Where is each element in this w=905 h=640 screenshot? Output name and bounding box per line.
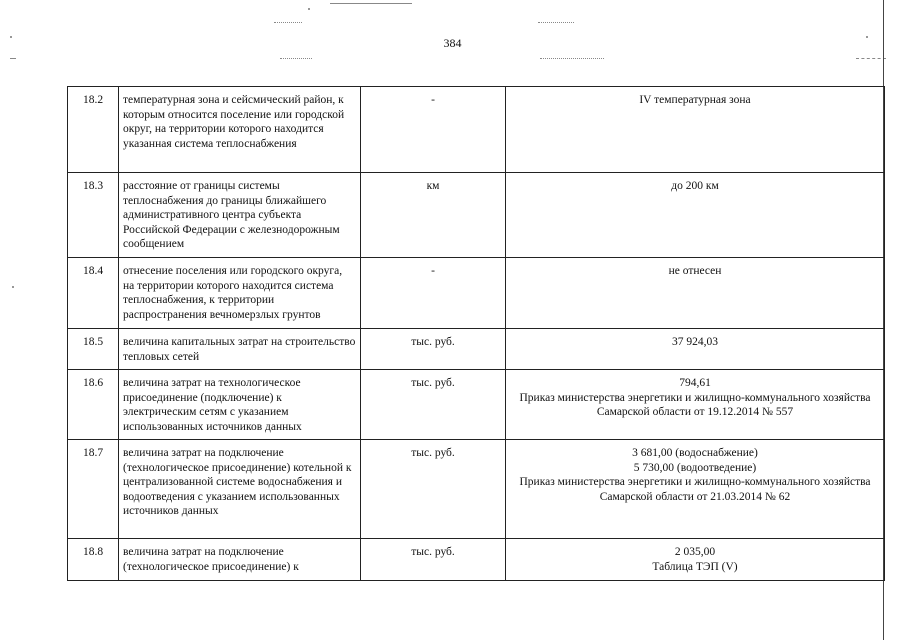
- value-line: 2 035,00: [674, 546, 716, 558]
- item-value: [506, 329, 885, 370]
- item-number: 18.7: [68, 440, 119, 539]
- value-line: 794,61: [679, 377, 711, 389]
- table-row: [68, 258, 885, 329]
- item-value: [506, 539, 885, 581]
- value-line: 37 924,03: [672, 336, 718, 348]
- table-row: [68, 440, 885, 539]
- item-description: величина затрат на подключение (технологическое присоединение) котельной к централизованной системе водоснабжения и водоотведения с указанием использованных источников данных: [119, 440, 361, 539]
- table-row: [68, 87, 885, 173]
- scan-dot: [10, 36, 12, 38]
- scan-line-top: [330, 3, 412, 4]
- scan-mark-left-lower: [280, 58, 312, 59]
- item-value: [506, 173, 885, 258]
- item-description: величина затрат на технологическое присоединение (подключение) к электрическим сетям с указанием использованных источников данных: [119, 370, 361, 440]
- item-number: 18.2: [68, 87, 119, 173]
- value-source: Таблица ТЭП (V): [652, 560, 738, 573]
- scan-mark-far-left: [10, 58, 16, 59]
- item-unit: тыс. руб.: [361, 539, 506, 581]
- table-row: [68, 173, 885, 258]
- item-description: температурная зона и сейсмический район, к которым относится поселение или городской округ, на территории которого находится указанная система теплоснабжения: [119, 87, 361, 173]
- item-unit: тыс. руб.: [361, 440, 506, 539]
- value-line: 3 681,00 (водоснабжение): [632, 447, 758, 459]
- item-description: величина капитальных затрат на строительство тепловых сетей: [119, 329, 361, 370]
- item-value: [506, 370, 885, 440]
- scan-mark-left: [274, 22, 302, 23]
- value-line: не отнесен: [668, 265, 722, 277]
- table-body: [68, 87, 885, 581]
- item-unit: тыс. руб.: [361, 329, 506, 370]
- value-line: IV температурная зона: [639, 94, 751, 106]
- scan-mark-far-right: [856, 58, 886, 59]
- specification-table: [67, 86, 885, 581]
- item-unit: тыс. руб.: [361, 370, 506, 440]
- item-value: [506, 440, 885, 539]
- item-value: [506, 258, 885, 329]
- item-description: величина затрат на подключение (технологическое присоединение) к: [119, 539, 361, 581]
- scan-dot: [12, 286, 14, 288]
- item-unit: км: [361, 173, 506, 258]
- table-row: [68, 329, 885, 370]
- value-line: до 200 км: [671, 180, 719, 192]
- item-unit: -: [361, 87, 506, 173]
- item-number: 18.5: [68, 329, 119, 370]
- value-line: 5 730,00 (водоотведение): [633, 461, 757, 474]
- item-value: [506, 87, 885, 173]
- scan-mark-right: [538, 22, 574, 23]
- item-number: 18.6: [68, 370, 119, 440]
- item-number: 18.4: [68, 258, 119, 329]
- table-row: [68, 539, 885, 581]
- item-number: 18.3: [68, 173, 119, 258]
- value-source: Приказ министерства энергетики и жилищно-коммунального хозяйства Самарской области от 19.12.2014 № 557: [519, 391, 871, 418]
- item-number: 18.8: [68, 539, 119, 581]
- value-source: Приказ министерства энергетики и жилищно-коммунального хозяйства Самарской области от 21.03.2014 № 62: [519, 476, 871, 503]
- scan-mark-right-lower: [540, 58, 604, 59]
- item-description: расстояние от границы системы теплоснабжения до границы ближайшего административного центра субъекта Российской Федерации с железнодорожным сообщением: [119, 173, 361, 258]
- table-row: [68, 370, 885, 440]
- scan-dot: [308, 8, 310, 10]
- item-unit: -: [361, 258, 506, 329]
- item-description: отнесение поселения или городского округа, на территории которого находится система теплоснабжения, к территории распространения вечномерзлых грунтов: [119, 258, 361, 329]
- scan-dot: [866, 36, 868, 38]
- page-number: 384: [443, 36, 462, 50]
